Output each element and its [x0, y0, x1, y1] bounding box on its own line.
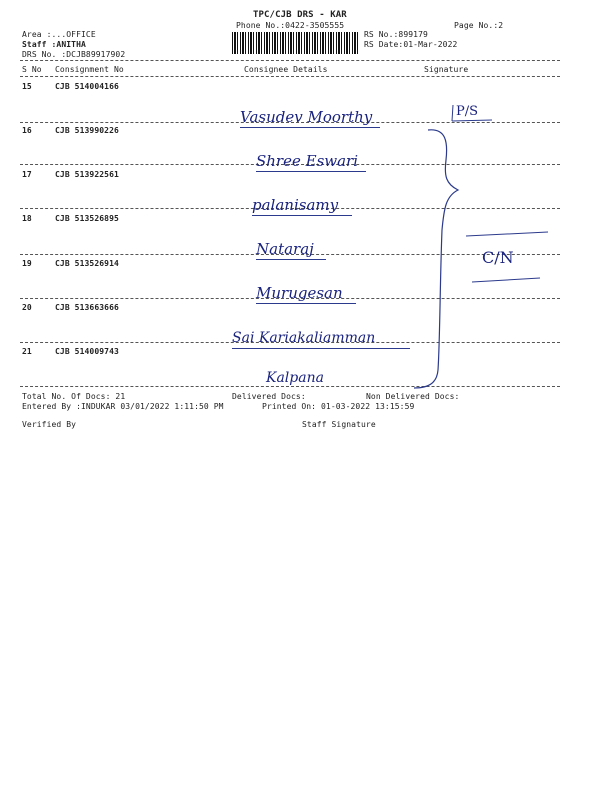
- entered-by: Entered By :INDUKAR 03/01/2022 1:11:50 PM: [22, 402, 224, 411]
- cn-annotation: C/N: [482, 248, 514, 267]
- row-sno: 17: [22, 170, 32, 179]
- row-sno: 18: [22, 214, 32, 223]
- rs-number: RS No.:899179: [364, 30, 428, 39]
- row-sno: 16: [22, 126, 32, 135]
- row-consignment: CJB 513526895: [55, 214, 119, 223]
- row-consignment: CJB 513663666: [55, 303, 119, 312]
- row-consignment: CJB 514004166: [55, 82, 119, 91]
- row-consignment: CJB 513990226: [55, 126, 119, 135]
- handwritten-name: Vasudev Moorthy: [240, 108, 373, 126]
- handwritten-name: Shree Eswari: [256, 152, 359, 170]
- staff-field: Staff :ANITHA: [22, 40, 86, 49]
- ps-annotation: P/S: [456, 104, 479, 119]
- column-header-consignment: Consignment No: [55, 65, 124, 74]
- rs-date: RS Date:01-Mar-2022: [364, 40, 458, 49]
- handwritten-name: Nataraj: [256, 240, 314, 258]
- row-consignment: CJB 513922561: [55, 170, 119, 179]
- delivered-docs: Delivered Docs:: [232, 392, 306, 401]
- row-consignment: CJB 513526914: [55, 259, 119, 268]
- row-sno: 20: [22, 303, 32, 312]
- column-header-signature: Signature: [424, 65, 469, 74]
- printed-on: Printed On: 01-03-2022 13:15:59: [262, 402, 415, 411]
- staff-signature-label: Staff Signature: [302, 420, 376, 429]
- drs-number: DRS No. :DCJB89917902: [22, 50, 126, 59]
- column-header-sno: S No: [22, 65, 42, 74]
- phone-number: Phone No.:0422-3505555: [236, 21, 345, 30]
- handwritten-name: Sai Kariakaliamman: [232, 330, 376, 346]
- row-consignment: CJB 514009743: [55, 347, 119, 356]
- column-header-consignee: Consignee Details: [244, 65, 328, 74]
- area-field: Area :...OFFICE: [22, 30, 96, 39]
- page-number: Page No.:2: [454, 21, 504, 30]
- handwritten-name: Murugesan: [256, 284, 343, 302]
- verified-by-label: Verified By: [22, 420, 77, 429]
- total-docs: Total No. Of Docs: 21: [22, 392, 126, 401]
- row-sno: 21: [22, 347, 32, 356]
- document-title: TPC/CJB DRS - KAR: [253, 10, 347, 20]
- row-sno: 19: [22, 259, 32, 268]
- non-delivered-docs: Non Delivered Docs:: [366, 392, 460, 401]
- handwritten-name: Kalpana: [266, 370, 324, 386]
- handwritten-name: palanisamy: [252, 196, 339, 214]
- row-sno: 15: [22, 82, 32, 91]
